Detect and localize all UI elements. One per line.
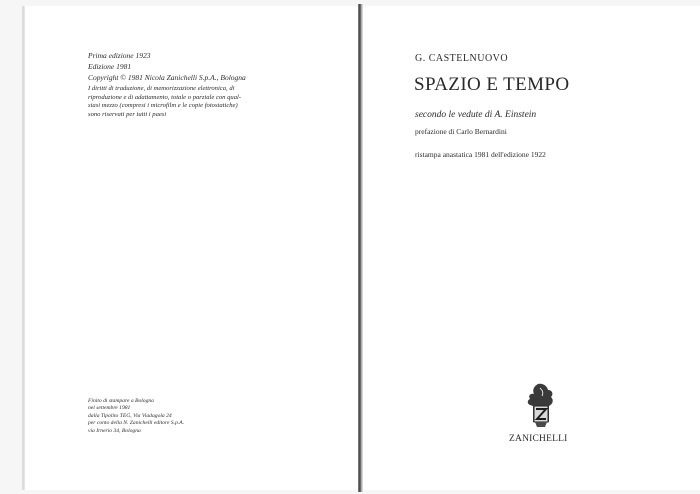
printer-line: Finito di stampare a Bologna: [88, 398, 154, 404]
publisher-name: ZANICHELLI: [509, 434, 568, 444]
zanichelli-emblem-icon: [524, 382, 558, 430]
reprint-note: ristampa anastatica 1981 dell'edizione 1922: [415, 150, 546, 159]
edition-line: Edizione 1981: [88, 62, 132, 71]
printer-line: nel settembre 1981: [88, 405, 131, 412]
rights-line: siasi mezzo (compresi i microfilm e le copie fotostatiche): [88, 102, 238, 110]
printer-note: [88, 398, 268, 435]
book-subtitle: secondo le vedute di A. Einstein: [415, 110, 537, 120]
author-name: G. CASTELNUOVO: [415, 53, 509, 64]
rights-line: riproduzione e di adattamento, totale o parziale con qual-: [88, 93, 242, 101]
copyright-line: Copyright © 1981 Nicola Zanichelli S.p.A., Bologna: [88, 73, 246, 82]
book-title: SPAZIO E TEMPO: [414, 74, 570, 95]
printer-line: per conto della N. Zanichelli editore S.p.A.: [88, 420, 185, 427]
rights-line: I diritti di traduzione, di memorizzazione elettronica, di: [88, 85, 235, 92]
printer-line: dalla Tipolito TEG, Via Viadagola 24: [88, 412, 172, 419]
rights-notice: [88, 85, 328, 119]
printer-line: via Irnerio 34, Bologna: [88, 427, 141, 434]
colophon: [88, 50, 328, 119]
edition-line: Prima edizione 1923: [88, 51, 151, 60]
rights-line: sono riservati per tutti i paesi: [88, 110, 167, 118]
preface-credit: prefazione di Carlo Bernardini: [415, 127, 507, 136]
